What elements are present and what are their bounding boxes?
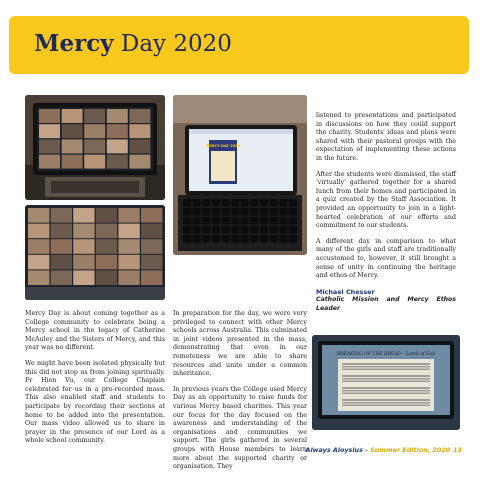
video-tile (28, 224, 49, 239)
video-tile (96, 270, 117, 285)
sheet-music-heading: BREAKING OF THE BREAD – Lamb of God (336, 352, 436, 357)
title-banner (9, 16, 469, 74)
keyboard-key (202, 226, 210, 234)
keyboard-key (231, 226, 239, 234)
video-tile (73, 224, 94, 239)
video-tile (39, 139, 60, 153)
video-tile (118, 239, 139, 254)
keyboard-key (279, 226, 287, 234)
keyboard-key (241, 199, 249, 207)
keyboard-key (269, 235, 277, 243)
page-title-bold: Mercy (34, 30, 114, 57)
video-call-laptop-illustration (25, 95, 165, 200)
keyboard-key (250, 199, 258, 207)
keyboard-key (202, 235, 210, 243)
keyboard-key (279, 199, 287, 207)
keyboard-key (250, 235, 258, 243)
video-tile (141, 270, 162, 285)
video-tile (118, 208, 139, 223)
page-title (34, 30, 232, 57)
video-tile (28, 239, 49, 254)
video-grid-photo (25, 205, 165, 300)
video-tile (73, 239, 94, 254)
keyboard-key (212, 217, 220, 225)
video-tile (84, 155, 105, 169)
video-tile (62, 124, 83, 138)
keyboard-key (250, 217, 258, 225)
sheet-music-illustration (312, 335, 460, 430)
video-tile (62, 139, 83, 153)
video-tile (96, 224, 117, 239)
keyboard-key (212, 208, 220, 216)
keyboard-key (193, 226, 201, 234)
video-tile (51, 208, 72, 223)
video-tile (129, 124, 150, 138)
paragraph: In preparation for the day, we were very privileged to connect with other Mercy schools across Australia. This culminated in joint videos presented in the mass, demonstrating that even in our remoteness we are able to share resources and unite under a common inheritance. (173, 310, 307, 378)
keyboard-key (241, 235, 249, 243)
keyboard-key (269, 217, 277, 225)
paragraph: A different day in comparison to what many of the girls and staff are traditionally accustomed to, however, it still brought a sense of unity in continuing the heritage and ethos of Mercy. (316, 237, 456, 280)
signature-name: Michael Chesser (316, 287, 375, 296)
video-tile (28, 208, 49, 223)
keyboard-key (193, 235, 201, 243)
video-tile (118, 270, 139, 285)
poster-title: MERCY DAY 2020 (205, 144, 241, 148)
video-tile (51, 255, 72, 270)
keyboard-key (279, 208, 287, 216)
video-tile (96, 208, 117, 223)
keyboard-key (250, 208, 258, 216)
video-tile (118, 255, 139, 270)
video-tile (129, 109, 150, 123)
keyboard-key (221, 235, 229, 243)
video-tile (28, 270, 49, 285)
video-tile (84, 139, 105, 153)
keyboard-key (202, 208, 210, 216)
video-tile (107, 109, 128, 123)
keyboard-key (221, 199, 229, 207)
video-grid-illustration (25, 205, 165, 300)
video-tile (51, 224, 72, 239)
signature-role: Catholic Mission and Mercy Ethos Leader (316, 296, 456, 312)
keyboard-key (241, 208, 249, 216)
keyboard-key (212, 226, 220, 234)
keyboard-key (260, 199, 268, 207)
keyboard-key (202, 217, 210, 225)
video-tile (141, 239, 162, 254)
video-tile (107, 155, 128, 169)
page-footer (306, 446, 463, 454)
video-tile (73, 255, 94, 270)
video-tile (141, 224, 162, 239)
keyboard-key (260, 226, 268, 234)
keyboard-key (183, 208, 191, 216)
video-tile (39, 124, 60, 138)
paragraph: We might have been isolated physically but this did not stop us from joining spiritually. Fr Hien Vu, our College Chaplain celebrated for us in a pre-recorded mass. This also enabled staff and students to participate by recording their sections at home to be added into the presentation. Our mass video allowed us to share in prayer in the presence of our Lord as a whole school community. (25, 359, 165, 445)
keyboard-key (289, 217, 297, 225)
video-tile (141, 208, 162, 223)
keyboard-key (212, 235, 220, 243)
keyboard-key (221, 226, 229, 234)
keyboard-key (231, 235, 239, 243)
keyboard-key (212, 199, 220, 207)
paragraph: Mercy Day is about coming together as a College community to celebrate being a Mercy school in the legacy of Catherine McAuley and the Sisters of Mercy, and this year was no different. (25, 310, 165, 352)
column-3 (316, 112, 456, 313)
paragraph: listened to presentations and participated in discussions on how they could support the charity. Students' ideas and plans were shared with their pastoral groups with the expectation of implementing these actions in the future. (316, 112, 456, 162)
paragraph: After the students were dismissed, the staff 'virtually' gathered together for a shared lunch from their homes and participated in a quiz created by the Staff Association. It provided an opportunity to join in a light-hearted celebration of our efforts and commitment to our students. (316, 170, 456, 230)
keyboard-key (241, 226, 249, 234)
column-2 (173, 310, 307, 479)
keyboard-key (183, 235, 191, 243)
keyboard-key (231, 208, 239, 216)
video-tile (51, 239, 72, 254)
keyboard-key (183, 199, 191, 207)
keyboard-key (221, 208, 229, 216)
keyboard-key (289, 235, 297, 243)
keyboard-key (193, 199, 201, 207)
video-tile (118, 224, 139, 239)
keyboard-key (183, 217, 191, 225)
video-call-laptop-photo (25, 95, 165, 200)
footer-separator: – (362, 446, 371, 454)
video-tile (28, 255, 49, 270)
edition-label: Summer Edition, 2020 (370, 446, 451, 454)
video-tile (141, 255, 162, 270)
keyboard-key (289, 199, 297, 207)
page-number: 13 (453, 446, 462, 454)
video-tile (39, 109, 60, 123)
keyboard-key (269, 208, 277, 216)
keyboard-key (193, 208, 201, 216)
video-tile (96, 255, 117, 270)
keyboard-key (260, 235, 268, 243)
keyboard-key (269, 199, 277, 207)
keyboard-key (289, 208, 297, 216)
page-title-rest: Day 2020 (113, 31, 232, 57)
video-tile (73, 208, 94, 223)
keyboard-key (260, 208, 268, 216)
video-tile (39, 155, 60, 169)
video-tile (129, 139, 150, 153)
video-tile (107, 124, 128, 138)
keyboard-key (202, 199, 210, 207)
laptop-poster-illustration (173, 95, 307, 255)
paragraph: In previous years the College used Mercy Day as an opportunity to raise funds for various Mercy based charities. This year our focus for the day focused on the awareness and understanding of the organisations and communities we support. The girls gathered in several groups with House members to learn more about the supported charity or organisation. They (173, 385, 307, 471)
video-tile (73, 270, 94, 285)
video-tile (96, 239, 117, 254)
publication-name: Always Aloysius (305, 446, 363, 454)
keyboard-key (269, 226, 277, 234)
laptop-poster-photo (173, 95, 307, 255)
keyboard-key (289, 226, 297, 234)
sheet-music-photo (312, 335, 460, 430)
video-tile (62, 109, 83, 123)
video-tile (51, 270, 72, 285)
keyboard-key (231, 199, 239, 207)
keyboard-key (250, 226, 258, 234)
keyboard-key (241, 217, 249, 225)
keyboard-key (260, 217, 268, 225)
keyboard-key (231, 217, 239, 225)
video-tile (107, 139, 128, 153)
video-tile (84, 124, 105, 138)
video-tile (62, 155, 83, 169)
keyboard-key (193, 217, 201, 225)
video-tile (84, 109, 105, 123)
keyboard-key (221, 217, 229, 225)
keyboard-key (279, 217, 287, 225)
video-tile (129, 155, 150, 169)
keyboard-key (183, 226, 191, 234)
keyboard-key (279, 235, 287, 243)
column-1 (25, 310, 165, 453)
